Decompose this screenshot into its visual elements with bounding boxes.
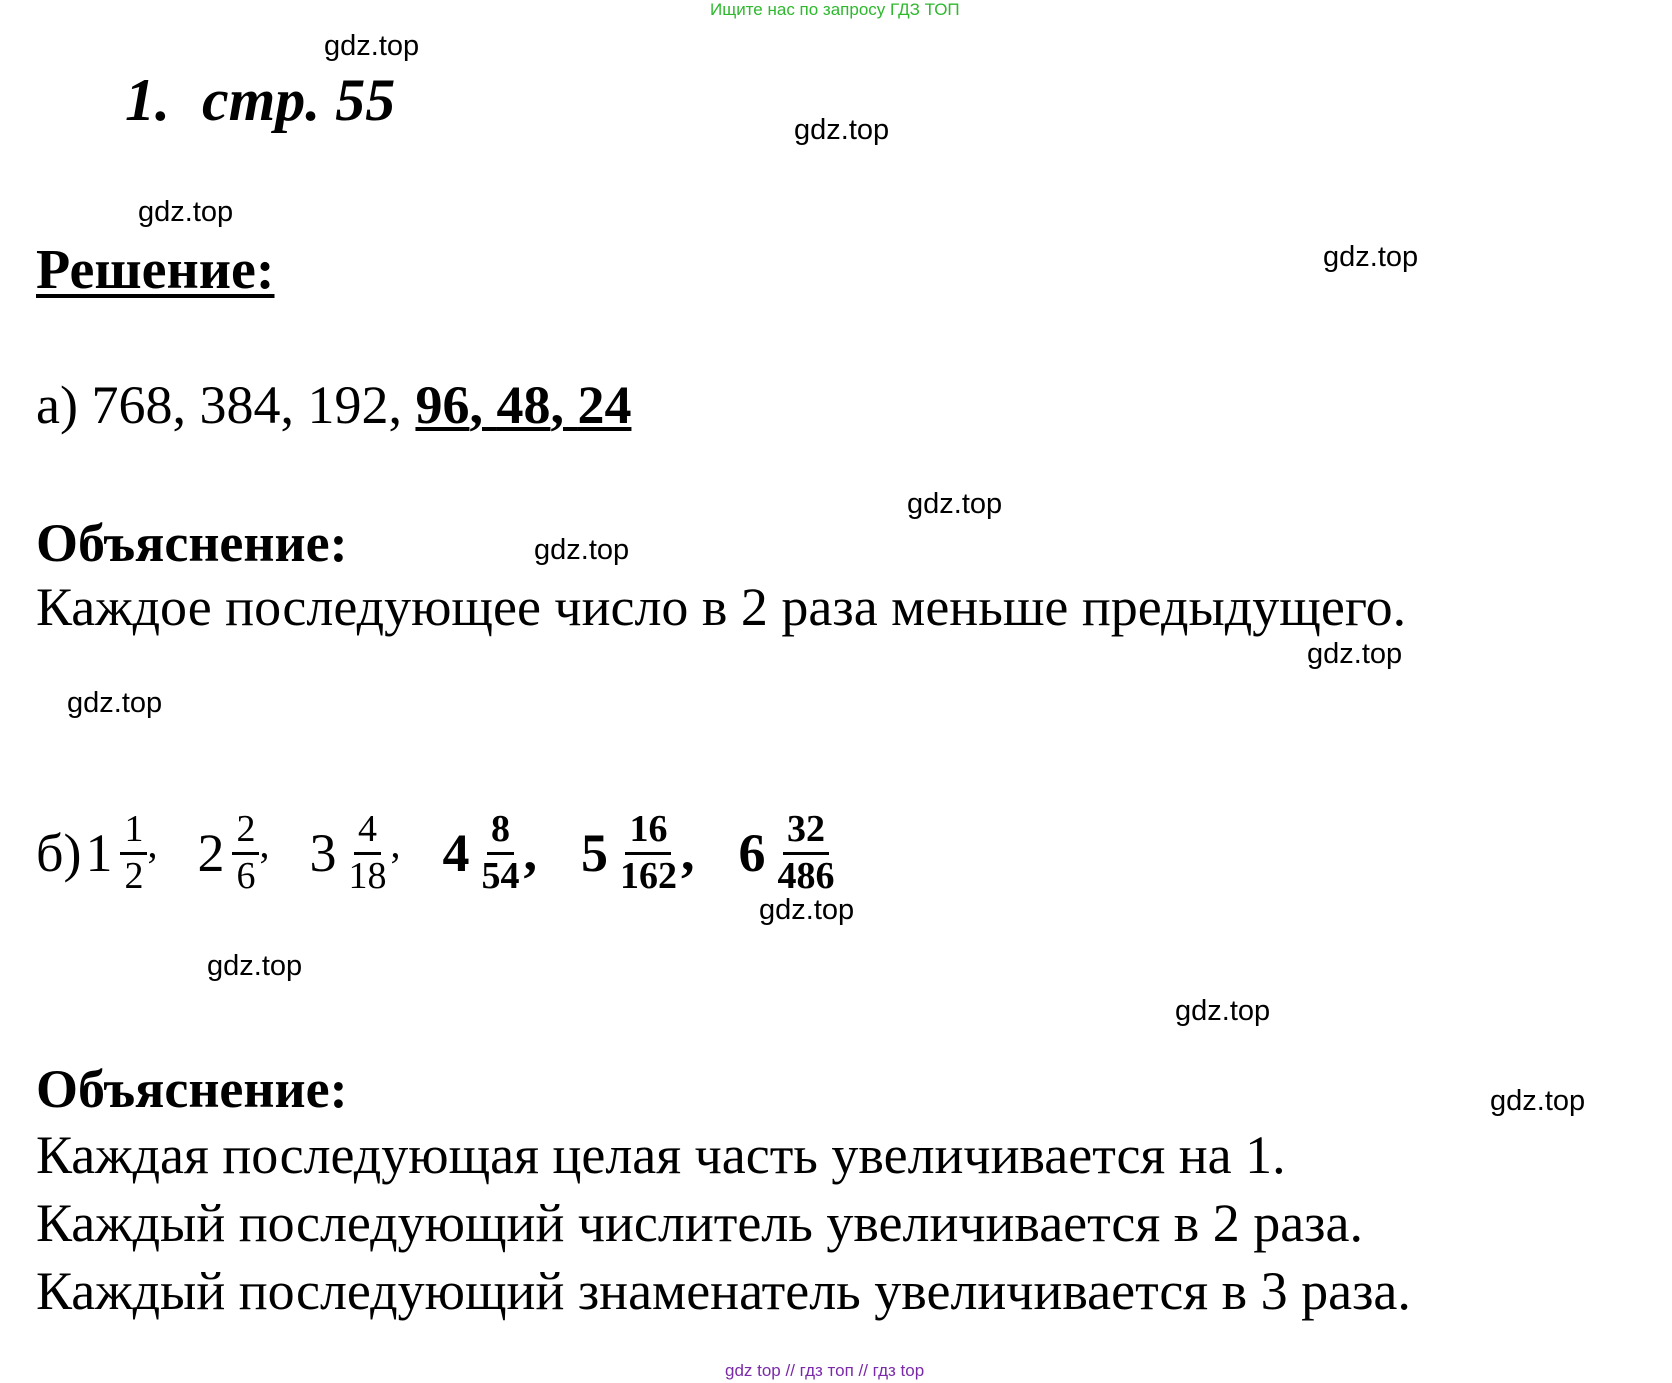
- separator: ,: [469, 375, 497, 435]
- denominator: 486: [777, 854, 835, 897]
- watermark: gdz.top: [138, 196, 234, 228]
- mixed-number: [309, 810, 390, 897]
- task-number: 1.: [125, 67, 170, 133]
- explanation-a-text: Каждое последующее число в 2 раза меньше предыдущего.: [36, 577, 1407, 637]
- top-banner: Ищите нас по запросу ГДЗ ТОП: [710, 0, 960, 19]
- part-a-sequence: [36, 374, 631, 436]
- whole-part: 1: [85, 823, 113, 884]
- numerator: 1: [120, 810, 147, 855]
- numerator: 2: [232, 810, 259, 855]
- fraction: [120, 810, 147, 897]
- answer-value: 48: [496, 375, 551, 435]
- watermark: gdz.top: [1175, 995, 1271, 1027]
- comma: ,: [147, 820, 158, 866]
- denominator: 6: [236, 854, 256, 897]
- whole-part: 5: [580, 823, 608, 884]
- part-a-prefix: а) 768, 384, 192,: [36, 375, 416, 435]
- denominator: 2: [124, 854, 144, 897]
- mixed-number-answer: [442, 810, 523, 897]
- bottom-banner: gdz top // гдз топ // гдз top: [725, 1361, 925, 1380]
- separator: ,: [550, 375, 578, 435]
- whole-part: 6: [738, 823, 766, 884]
- numerator: 4: [354, 810, 381, 855]
- watermark: gdz.top: [324, 30, 420, 62]
- task-page: стр. 55: [202, 67, 396, 133]
- explanation-b-heading: Объяснение:: [36, 1059, 348, 1119]
- watermark: gdz.top: [207, 950, 303, 982]
- explanation-b-line: Каждая последующая целая часть увеличивается на 1.: [36, 1125, 1286, 1185]
- whole-part: 4: [442, 823, 470, 884]
- watermark: gdz.top: [67, 687, 163, 719]
- comma: ,: [523, 821, 537, 882]
- mixed-number-answer: [738, 810, 838, 897]
- denominator: 18: [348, 854, 387, 897]
- mixed-number-answer: [581, 810, 681, 897]
- fraction: [477, 810, 523, 897]
- watermark: gdz.top: [907, 488, 1003, 520]
- fraction: [773, 810, 838, 897]
- fraction: [344, 810, 390, 897]
- part-b-prefix: б): [36, 823, 82, 884]
- watermark: gdz.top: [1307, 638, 1403, 670]
- fraction: [232, 810, 259, 897]
- explanation-b-line: Каждый последующий знаменатель увеличивается в 3 раза.: [36, 1261, 1411, 1321]
- numerator: 16: [625, 810, 671, 855]
- numerator: 8: [487, 810, 514, 855]
- task-title: [125, 66, 395, 135]
- answer-value: 24: [577, 375, 632, 435]
- comma: ,: [390, 820, 401, 866]
- watermark: gdz.top: [1323, 241, 1419, 273]
- watermark: gdz.top: [759, 894, 855, 926]
- denominator: 162: [619, 854, 677, 897]
- whole-part: 2: [197, 823, 225, 884]
- watermark: gdz.top: [534, 534, 630, 566]
- explanation-a-heading: Объяснение:: [36, 513, 348, 573]
- mixed-number: [197, 810, 259, 897]
- solution-heading: Решение:: [36, 239, 275, 301]
- denominator: 54: [481, 854, 520, 897]
- watermark: gdz.top: [794, 114, 890, 146]
- comma: ,: [680, 821, 695, 882]
- explanation-b-line: Каждый последующий числитель увеличивается в 2 раза.: [36, 1193, 1363, 1253]
- watermark: gdz.top: [1490, 1085, 1586, 1117]
- comma: ,: [259, 820, 270, 866]
- numerator: 32: [783, 810, 829, 855]
- part-b-sequence: [36, 810, 838, 897]
- mixed-number: [85, 810, 147, 897]
- whole-part: 3: [309, 823, 337, 884]
- answer-value: 96: [415, 375, 470, 435]
- fraction: [616, 810, 681, 897]
